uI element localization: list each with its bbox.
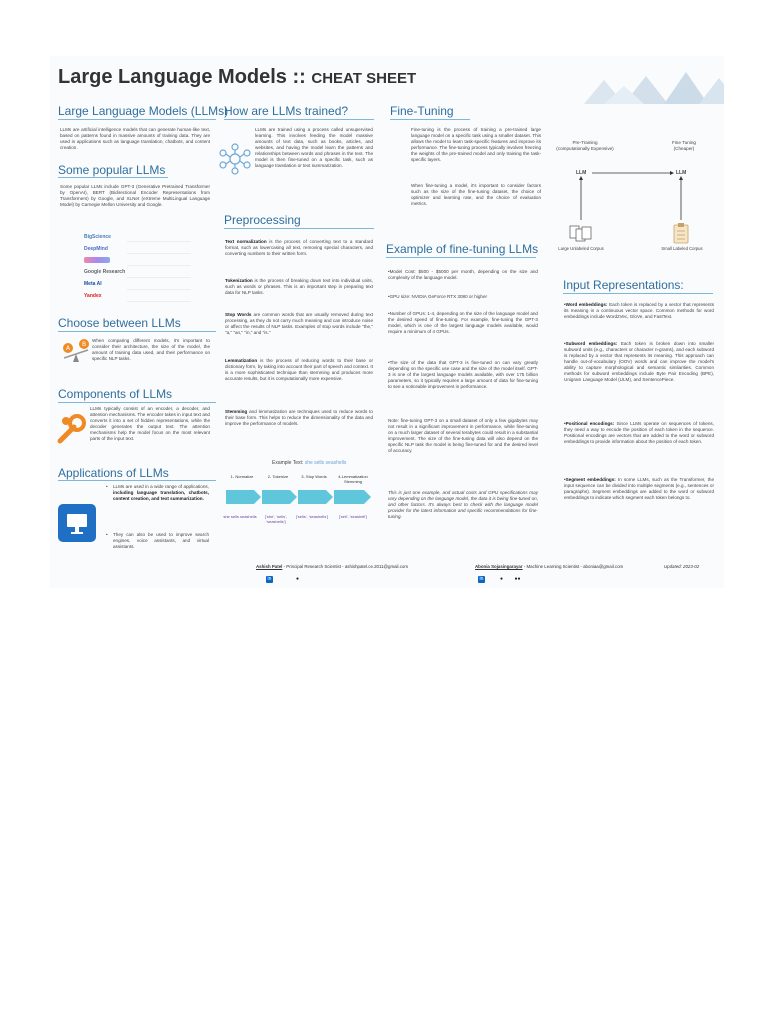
divider xyxy=(58,402,216,403)
example-cost: •Model Cost: $500 - $5000 per month, depending on the size and complexity of the language model. xyxy=(388,269,538,280)
preprocessing-normalization: Text normalization is the process of converting text to a standard format, such as lowercasing all text, removing special characters, and converting numbers to their written form. xyxy=(225,239,373,256)
preprocessing-stemming: Stemming and lemmatization are techniques used to reduce words to their base form. This helps to reduce the dimensionality of the data and improve the performance of models. xyxy=(225,409,373,426)
example-data-size: •The size of the data that GPT-3 is fine-tuned on can vary greatly depending on the specific use case and the size of the model itself. GPT-3 is one of the largest language models available, with over 175 billion parameters, so it typically requires a large amount of data for fine-tuning to see a noticeable improvement in performance. xyxy=(388,360,538,389)
section-heading-llms: Large Language Models (LLMs) xyxy=(58,104,229,118)
step-arrow-3 xyxy=(298,490,326,504)
wrench-gear-icon xyxy=(56,411,88,447)
logo-yandex: Yandex xyxy=(84,293,102,299)
logo-meta-ai: Meta AI xyxy=(84,281,102,287)
example-note: Note: fine-tuning GPT-3 on a small dataset of only a few gigabytes may not result in a significant improvement in performance, while fine-tuning on a much larger dataset of several terabytes could result in a substantial improvement. The size of the fine-tuning data will also depend on the specific NLP task the model is being fine-tuned for and the desired level of accuracy. xyxy=(388,418,538,453)
example-disclaimer: This is just one example, and actual costs and GPU specifications may vary depending on the language model, the data it is being fine-tuned on, and other factors. It's always best to check with the language model provider for the latest information and specific recommendations for fine-tuning. xyxy=(388,490,538,519)
example-text-line: Example Text: she sells seashells xyxy=(272,460,347,466)
table-row xyxy=(127,282,191,290)
author-1: Ashish Patel - Principal Research Scientist - ashishpatel.ce.2011@gmail.com xyxy=(256,564,409,569)
cheat-sheet xyxy=(50,56,724,588)
divider xyxy=(58,480,216,481)
llm-label-right: LLM xyxy=(676,170,687,176)
clipboard-icon xyxy=(672,222,690,244)
trained-body: LLMs are trained using a process called unsupervised learning. This involves feeding the model massive amounts of text data, such as books, articles, and websites, and having the model learn the patterns and relationships between words and phrases in the text. The model is then fine-tuned on a specific task, such as language translation or text summarization. xyxy=(255,127,373,168)
section-heading-preprocessing: Preprocessing xyxy=(224,213,301,227)
step-output-3: ['sells', 'seashells'] xyxy=(295,514,329,519)
table-row xyxy=(127,258,191,266)
section-heading-popular: Some popular LLMs xyxy=(58,163,166,177)
table-row xyxy=(127,234,191,242)
pretraining-title: Pre-Training (computationally Expensive) xyxy=(556,140,614,151)
diagram-arrows xyxy=(550,164,720,224)
input-positional-encodings: •Positional encodings: Since LLMs operate on sequences of tokens, they need a way to encode the position of each token in the sequence. Positional encodings are vectors that are added to the word or subword embeddings to provide information about the position of each token. xyxy=(564,421,714,444)
section-heading-input: Input Representations: xyxy=(563,278,684,292)
llms-body: LLMs are artificial intelligence models that can generate human-like text, based on patterns found in massive amounts of training data. They are used in applications such as language translation, chatbots, and content creation. xyxy=(60,127,210,150)
applications-bullet-1: LLMs are used in a wide range of applications, including language translation, chatbots, content creation, and text summarization. xyxy=(113,484,209,501)
divider xyxy=(58,119,216,120)
section-heading-trained: How are LLMs trained? xyxy=(224,104,349,118)
input-subword-embeddings: •Subword embeddings: Each token is broken down into smaller subword units (e.g., characters or character n-grams), and each subword is replaced by a vector that represents its meaning. This approach can handle out-of-vocabulary (OOV) words and can improve the model's ability to capture morphological and semantic similarities. Common methods for subword embeddings include Byte Pair Encoding (BPE), Unigram Language Model (ULM), and SentencePiece. xyxy=(564,341,714,382)
fine-tuning-body-2: When fine-tuning a model, it's important to consider factors such as the size of the fine-tuning dataset, the choice of optimizer and learning rate, and the choice of evaluation metrics. xyxy=(411,183,541,206)
page-title: Large Language Models :: CHEAT SHEET xyxy=(58,66,417,88)
medium-icon[interactable]: ●● xyxy=(514,576,521,582)
github-icon[interactable]: ● xyxy=(295,576,300,582)
step-label-tokenize: 2- Tokenize xyxy=(267,474,289,479)
linkedin-icon[interactable]: in xyxy=(267,576,272,582)
step-output-4: ['sell', 'seashell'] xyxy=(338,514,368,519)
svg-text:A: A xyxy=(66,345,71,352)
corpus-right-label: Small Labeled Corpus xyxy=(661,246,703,251)
input-word-embeddings: •Word embeddings: Each token is replaced by a vector that represents its meaning in a continuous vector space. Common methods for word embeddings include Word2Vec, GloVe, and FastText. xyxy=(564,302,714,319)
svg-text:B: B xyxy=(82,341,87,348)
section-heading-example: Example of fine-tuning LLMs xyxy=(386,242,539,256)
bullet: • xyxy=(106,484,108,489)
fine-tuning-diagram xyxy=(550,134,720,264)
preprocessing-tokenization: Tokenization is the process of breaking down text into individual units, such as words or phrases. This is an important step in preparing text data for NLP tasks. xyxy=(225,278,373,295)
logo-colorful xyxy=(84,257,110,263)
step-output-2: ['she', 'sells', 'seashells'] xyxy=(265,514,287,524)
step-output-1: she sells seashells xyxy=(223,514,257,519)
logo-deepmind: DeepMind xyxy=(84,246,108,252)
divider xyxy=(386,257,536,258)
linkedin-icon[interactable]: in xyxy=(479,576,484,582)
popular-body: Some popular LLMs include GPT-3 (Generative Pretrained Transformer by OpenAI), BERT (Bidirectional Encoder Representations from Transformers) by Google, and XLNet (eXtreme MultiLingual Language Model) by Carnegie Mellon University and Google. xyxy=(60,184,210,207)
step-label-stop-words: 3- Stop Words xyxy=(301,474,327,479)
input-segment-embeddings: •Segment embeddings: In some LLMs, such as the Transformer, the input sequence can be divided into multiple segments (e.g., sentences or paragraphs). Segment embeddings are added to the word or subword embeddings to indicate which segment each token belongs to. xyxy=(564,477,714,500)
author-2: Abonia Sojasingarayar - Machine Learning Scientist - aboniaa@gmail.com xyxy=(475,564,624,569)
computer-icon xyxy=(58,504,96,542)
finetuning-title: Fine Tuning (Cheaper) xyxy=(671,140,696,151)
neural-network-icon xyxy=(218,142,252,176)
section-heading-components: Components of LLMs xyxy=(58,387,173,401)
updated-date: Updated: 2023-02 xyxy=(664,564,700,569)
github-icon[interactable]: ● xyxy=(499,576,504,582)
step-arrow-2 xyxy=(262,490,290,504)
logo-bigscience: BigScience xyxy=(84,234,111,240)
preprocessing-stop-words: Stop Words are common words that are usually removed during text processing, as they do not carry much meaning and can introduce noise or affect the results of NLP tasks. Examples of stop words include "the," "a," "an," "in," and "is." xyxy=(225,312,373,335)
llm-label-left: LLM xyxy=(576,170,587,176)
table-row xyxy=(127,246,191,254)
step-label-lemmatization: 4-Lemmatization Stemming xyxy=(338,474,368,484)
documents-stack-icon xyxy=(568,224,594,244)
step-label-normalize: 1- Normalize xyxy=(230,474,254,479)
table-row xyxy=(127,270,191,278)
divider xyxy=(58,177,168,178)
divider xyxy=(224,119,374,120)
step-arrow-1 xyxy=(226,490,254,504)
decorative-triangles xyxy=(524,56,724,104)
example-gpu-size: •GPU size: NVIDIA GeForce RTX 3080 or higher xyxy=(388,294,488,299)
corpus-left-label: Large Unlabeled Corpus xyxy=(558,246,604,251)
choose-body: When comparing different models, it's important to consider their architecture, the size of the model, the amount of training data used, and their performance on specific NLP tasks. xyxy=(92,338,210,361)
bullet: • xyxy=(106,532,108,537)
components-body: LLMs typically consist of an encoder, a decoder, and attention mechanisms. The encoder takes in input text and converts it into a set of hidden representations, while the decoder generates the output text. The attention mechanisms help the model focus on the most relevant parts of the input text. xyxy=(90,406,210,441)
example-gpu-count: •Number of GPUs: 1-4, depending on the size of the language model and the desired speed of fine-tuning. For example, fine-tuning the GPT-3 model, which is one of the largest language models available, would require a minimum of 4 GPUs. xyxy=(388,311,538,334)
logo-google-research: Google Research xyxy=(84,269,126,275)
table-row xyxy=(127,294,191,302)
section-heading-applications: Applications of LLMs xyxy=(58,466,169,480)
section-heading-fine-tuning: Fine-Tuning xyxy=(390,104,454,118)
divider xyxy=(58,331,216,332)
preprocessing-lemmatization: Lemmatization is the process of reducing words to their base or dictionary form, by taking into account their part of speech and context. It is a more sophisticated technique than stemming and produces more accurate results, but it is computationally more expensive. xyxy=(225,358,373,381)
divider xyxy=(224,228,374,229)
divider xyxy=(563,293,713,294)
applications-bullet-2: They can also be used to improve search engines, voice assistants, and virtual assistants. xyxy=(113,532,209,549)
step-arrow-4 xyxy=(334,490,364,504)
divider xyxy=(390,119,470,120)
compare-ab-icon xyxy=(60,336,92,364)
section-heading-choose: Choose between LLMs xyxy=(58,316,181,330)
llm-logos-table xyxy=(82,232,192,302)
fine-tuning-body-1: Fine-tuning is the process of training a pre-trained large language model on a specific task using a smaller dataset. This allows the model to learn task-specific features and improve its performance. The fine-tuning process typically involves freezing the weights of the pre-trained model and only training the task-specific layers. xyxy=(411,127,541,162)
